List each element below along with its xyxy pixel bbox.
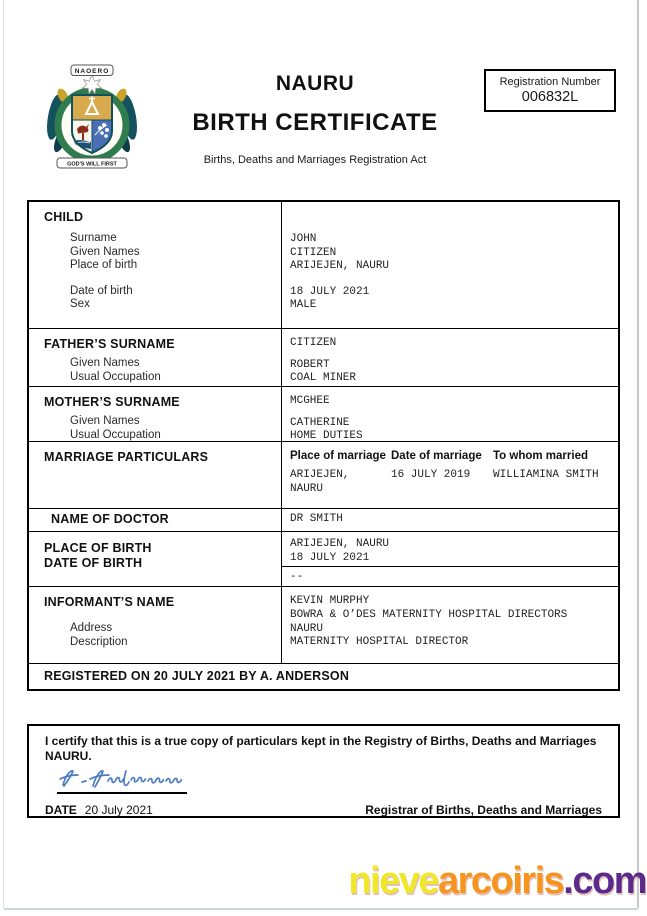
certify-statement-line1: I certify that this is a true copy of particulars kept in the Registry of Births, Deaths and Marriages <box>45 734 597 748</box>
registered-statement: REGISTERED ON 20 JULY 2021 BY A. ANDERSON <box>44 669 350 683</box>
father-surname-value: CITIZEN <box>290 337 337 349</box>
date-of-birth-title: DATE OF BIRTH <box>44 556 143 570</box>
informant-address-label: Address <box>70 622 113 634</box>
child-given-names-label: Given Names <box>70 245 140 258</box>
birth-place-value: ARIJEJEN, NAURU <box>290 538 390 550</box>
page-edge-right <box>637 0 639 908</box>
certify-date-label: DATE <box>45 802 77 817</box>
informant-description-label: Description <box>70 635 128 648</box>
page-edge-left <box>3 0 4 908</box>
doctor-title: NAME OF DOCTOR <box>51 512 169 526</box>
informant-address-value: NAURU <box>290 622 324 635</box>
certify-date-value: 20 July 2021 <box>84 802 153 817</box>
marriage-section <box>29 441 618 508</box>
certificate-table <box>27 200 620 691</box>
father-occupation-label: Usual Occupation <box>70 370 161 383</box>
mother-occupation-label: Usual Occupation <box>70 428 161 441</box>
svg-text:GOD'S WILL FIRST: GOD'S WILL FIRST <box>67 161 117 168</box>
certify-statement-line2: NAURU. <box>45 749 92 763</box>
birth-place-date-section <box>29 531 618 586</box>
father-title: FATHER’S SURNAME <box>44 337 175 351</box>
child-section <box>29 202 618 328</box>
emblem-top-ribbon <box>71 65 113 76</box>
child-surname-value: JOHN <box>290 233 317 245</box>
child-title: CHILD <box>44 210 84 224</box>
certificate-title: BIRTH CERTIFICATE <box>192 109 438 136</box>
mother-given-names-label: Given Names <box>70 415 140 427</box>
emblem-bottom-ribbon <box>57 158 127 168</box>
country-name: NAURU <box>275 72 355 95</box>
child-date-of-birth-value: 18 JULY 2021 <box>290 285 370 298</box>
watermark-part2: arcoiris <box>437 860 564 902</box>
marriage-title: MARRIAGE PARTICULARS <box>44 450 209 464</box>
child-sex-label: Sex <box>70 298 90 310</box>
svg-text:NAOERO: NAOERO <box>74 68 110 75</box>
child-sex-value: MALE <box>290 299 317 311</box>
doctor-section <box>29 508 618 531</box>
act-subtitle: Births, Deaths and Marriages Registration Act <box>203 154 427 166</box>
registered-row <box>29 663 618 689</box>
marriage-date-value: 16 JULY 2019 <box>391 469 471 481</box>
father-given-names-label: Given Names <box>70 357 140 369</box>
father-occupation-value: COAL MINER <box>290 372 357 384</box>
marriage-date-label: Date of marriage <box>391 450 482 462</box>
child-surname-label: Surname <box>70 232 117 244</box>
registrar-title: Registrar of Births, Deaths and Marriages <box>365 802 602 817</box>
mother-title: MOTHER’S SURNAME <box>44 395 180 409</box>
doctor-name-value: DR SMITH <box>290 513 343 525</box>
marriage-spouse-label: To whom married <box>493 450 588 462</box>
mother-given-names-value: CATHERINE <box>290 416 350 429</box>
informant-description-value: MATERNITY HOSPITAL DIRECTOR <box>290 636 469 649</box>
child-place-of-birth-label: Place of birth <box>70 259 138 271</box>
registration-number-value: 006832L <box>521 89 579 105</box>
registrar-signature <box>57 765 602 792</box>
emblem-shield <box>72 95 112 153</box>
mother-surname-value: MCGHEE <box>290 395 330 407</box>
child-given-names-value: CITIZEN <box>290 246 337 259</box>
child-place-of-birth-value: ARIJEJEN, NAURU <box>290 260 390 272</box>
informant-section <box>29 586 618 663</box>
site-watermark <box>348 862 646 900</box>
mother-section <box>29 386 618 441</box>
watermark-part1: nieve <box>348 860 438 902</box>
page-edge-bottom <box>4 908 638 910</box>
marriage-place-label: Place of marriage <box>290 450 386 462</box>
marriage-spouse-value: WILLIAMINA SMITH <box>493 469 599 481</box>
registration-number-label: Registration Number <box>499 76 601 88</box>
mother-occupation-value: HOME DUTIES <box>290 430 363 442</box>
registration-number-box <box>484 69 616 112</box>
nauru-coat-of-arms <box>42 62 142 174</box>
header-titles <box>152 72 478 166</box>
place-of-birth-title: PLACE OF BIRTH <box>44 541 152 555</box>
father-section <box>29 328 618 386</box>
informant-title: INFORMANT’S NAME <box>44 595 175 609</box>
child-date-of-birth-label: Date of birth <box>70 284 133 297</box>
marriage-place-value-line2: NAURU <box>290 482 324 495</box>
marriage-place-value-line1: ARIJEJEN, <box>290 469 350 481</box>
birth-note-value: -- <box>290 570 304 583</box>
informant-name-line2: BOWRA & O’DES MATERNITY HOSPITAL DIRECTORS <box>290 608 568 621</box>
informant-name-line1: KEVIN MURPHY <box>290 595 370 607</box>
signature-line <box>57 792 187 794</box>
birth-date-value: 18 JULY 2021 <box>290 551 370 564</box>
certification-box <box>27 724 620 818</box>
father-given-names-value: ROBERT <box>290 358 330 371</box>
watermark-part3: .com <box>563 860 646 902</box>
